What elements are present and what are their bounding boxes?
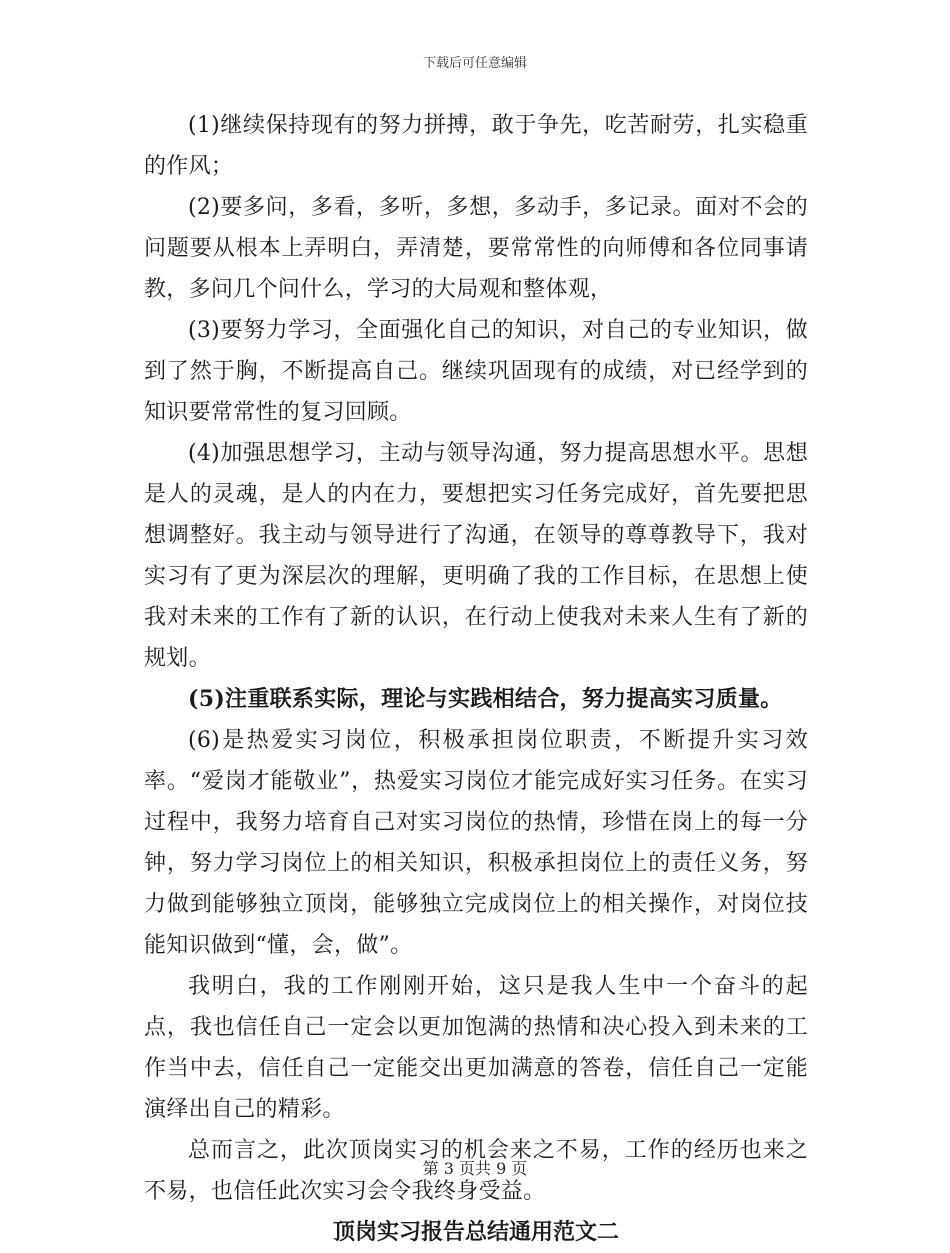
paragraph-4: (4)加强思想学习，主动与领导沟通，努力提高思想水平。思想是人的灵魂，是人的内在力，要想把实习任务完成好，首先要把思想调整好。我主动与领导进行了沟通，在领导的尊尊教导下，我对实习有了更为深层次的理解，更明确了我的工作目标，在思想上使我对未来的工作有了新的认识，在行动上使我对未来人生有了新的规划。: [144, 441, 808, 671]
header-note: 下载后可任意编辑: [422, 56, 527, 71]
paragraph-1: (1)继续保持现有的努力拼搏，敢于争先，吃苦耐劳，扎实稳重的作风；: [144, 113, 808, 179]
paragraph-5-bold: (5)注重联系实际，理论与实践相结合，努力提高实习质量。: [188, 686, 783, 712]
document-body: [144, 105, 808, 1253]
paragraph-8: 总而言之，此次顶岗实习的机会来之不易，工作的经历也来之不易，也信任此次实习会令我终身受益。: [144, 1138, 808, 1204]
section-title: 顶岗实习报告总结通用范文二: [332, 1219, 619, 1245]
paragraph-7: 我明白，我的工作刚刚开始，这只是我人生中一个奋斗的起点，我也信任自己一定会以更加饱满的热情和决心投入到未来的工作当中去，信任自己一定能交出更加满意的答卷，信任自己一定能演绎出自己的精彩。: [144, 974, 808, 1122]
paragraph-3: (3)要努力学习，全面强化自己的知识，对自己的专业知识，做到了然于胸，不断提高自己。继续巩固现有的成绩，对已经学到的知识要常常性的复习回顾。: [144, 318, 808, 425]
page-footer: 第 3 页共 9 页: [422, 1159, 528, 1178]
paragraph-6: (6)是热爱实习岗位，积极承担岗位职责，不断提升实习效率。“爱岗才能敬业”，热爱实习岗位才能完成好实习任务。在实习过程中，我努力培育自己对实习岗位的热情，珍惜在岗上的每一分钟，努力学习岗位上的相关知识，积极承担岗位上的责任义务，努力做到能够独立顶岗，能够独立完成岗位上的相关操作，对岗位技能知识做到“懂，会，做”。: [144, 728, 808, 958]
paragraph-2: (2)要多问，多看，多听，多想，多动手，多记录。面对不会的问题要从根本上弄明白，弄清楚，要常常性的向师傅和各位同事请教，多问几个问什么，学习的大局观和整体观，: [144, 195, 808, 302]
